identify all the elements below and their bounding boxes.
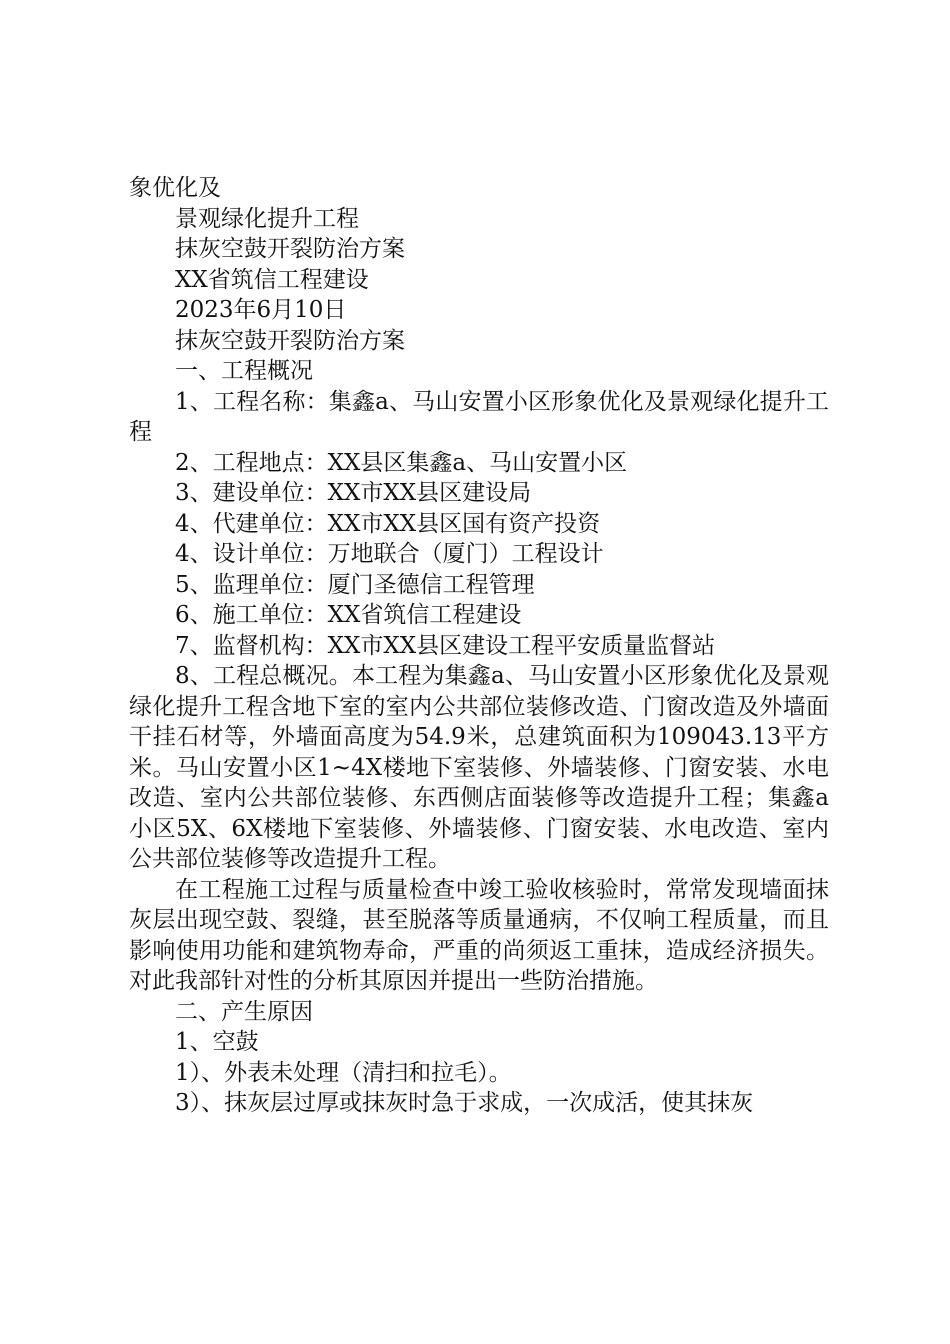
item-oversight-agency: 7、监督机构：XX市XX县区建设工程平安质量监督站 <box>175 632 716 659</box>
document-body <box>129 173 829 1119</box>
document-date: 2023年6月10日 <box>175 297 347 323</box>
company-name: XX省筑信工程建设 <box>175 266 369 293</box>
item-project-location: 2、工程地点：XX县区集鑫a、马山安置小区 <box>175 449 628 476</box>
item-project-summary: 8、工程总概况。本工程为集鑫a、马山安置小区形象优化及景观绿化提升工程含地下室的室内公共部位装修改造、门窗改造及外墙面干挂石材等，外墙面高度为54.9米，总建筑面积为109043.13平方米。马山安置小区1~4X楼地下室装修、外墙装修、门窗安装、水电改造、室内公共部位装修、东西侧店面装修等改造提升工程；集鑫a小区5X、6X楼地下室装修、外墙装修、门窗安装、水电改造、室内公共部位装修等改造提升工程。 <box>129 663 829 872</box>
section-heading-causes: 二、产生原因 <box>175 998 313 1025</box>
section-heading-overview: 一、工程概况 <box>175 358 313 384</box>
item-design-unit: 4、设计单位：万地联合（厦门）工程设计 <box>175 541 604 567</box>
subheading-hollowing: 1、空鼓 <box>175 1029 259 1055</box>
item-project-name: 1、工程名称：集鑫a、马山安置小区形象优化及景观绿化提升工程 <box>129 388 829 445</box>
cause-item-3: 3）、抹灰层过厚或抹灰时急于求成，一次成活，使其抹灰 <box>175 1090 754 1116</box>
title-line-plan: 抹灰空鼓开裂防治方案 <box>175 236 405 262</box>
plan-heading: 抹灰空鼓开裂防治方案 <box>175 327 405 354</box>
item-agent-unit: 4、代建单位：XX市XX县区国有资产投资 <box>175 510 601 537</box>
item-construction-unit: 3、建设单位：XX市XX县区建设局 <box>175 480 532 506</box>
title-line-project: 景观绿化提升工程 <box>175 205 359 232</box>
item-supervision-unit: 5、监理单位：厦门圣德信工程管理 <box>175 571 535 598</box>
paragraph-quality-issues: 在工程施工过程与质量检查中竣工验收核验时，常常发现墙面抹灰层出现空鼓、裂缝，甚至脱落等质量通病，不仅响工程质量，而且影响使用功能和建筑物寿命，严重的尚须返工重抹，造成经济损失。对此我部针对性的分析其原因并提出一些防治措施。 <box>129 876 829 994</box>
cause-item-1: 1）、外表未处理（清扫和拉毛）。 <box>175 1059 512 1086</box>
title-fragment: 象优化及 <box>129 175 221 201</box>
item-contractor: 6、施工单位：XX省筑信工程建设 <box>175 602 522 628</box>
